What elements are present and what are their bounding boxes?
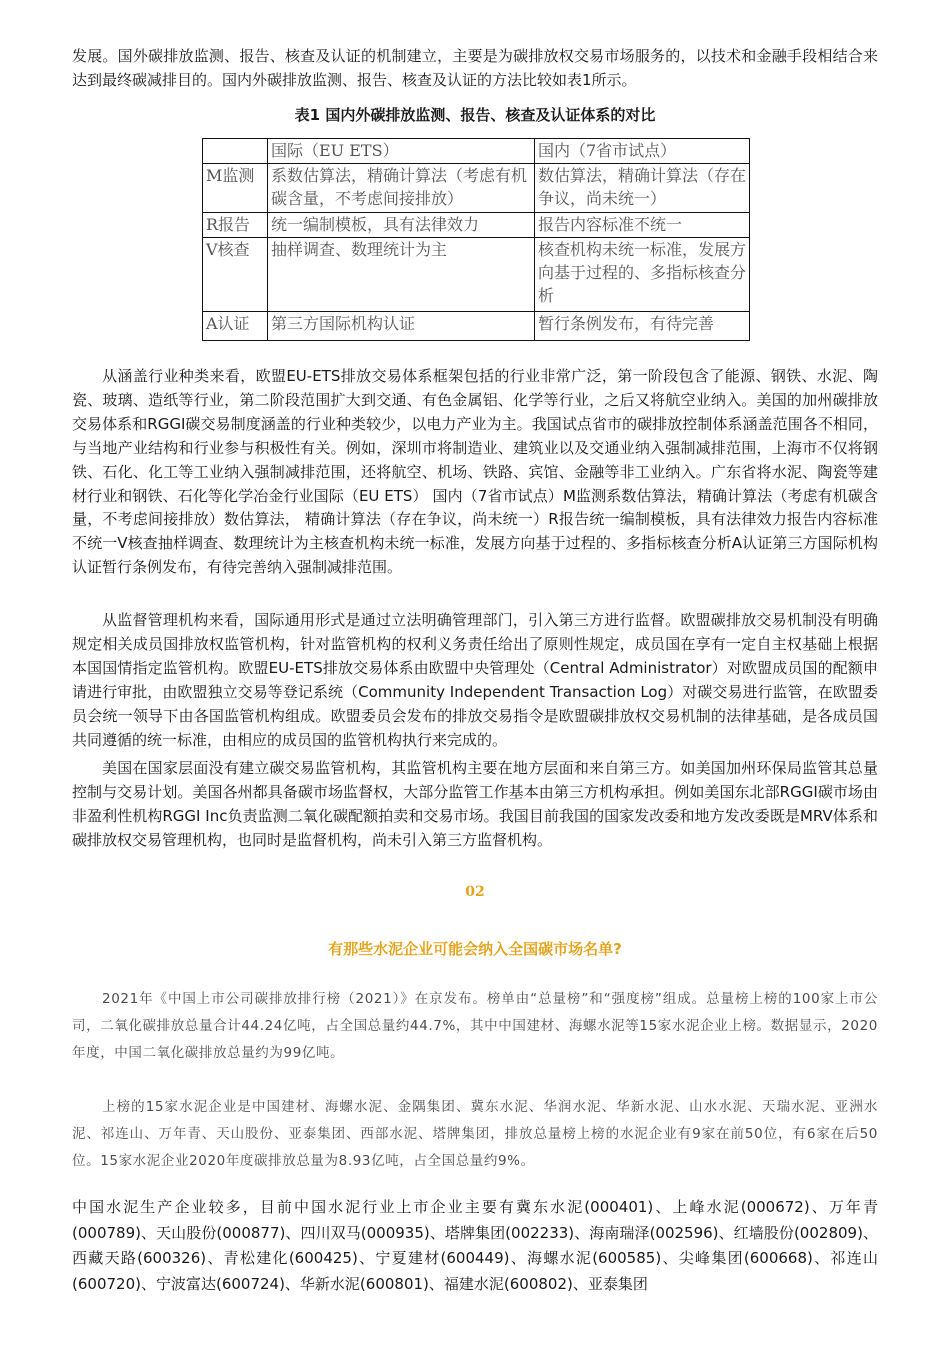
table-header-cell: 国际（EU ETS） [268, 139, 535, 164]
section-title: 有那些水泥企业可能会纳入全国碳市场名单? [328, 940, 622, 958]
table-cell: 统一编制模板，具有法律效力 [268, 212, 535, 238]
table-cell: 报告内容标准不统一 [535, 212, 750, 238]
table-cell: 暂行条例发布，有待完善 [535, 312, 750, 341]
table-row [203, 212, 750, 238]
table-cell: 第三方国际机构认证 [268, 312, 535, 341]
table-cell: M监测 [203, 163, 268, 212]
table-cell: R报告 [203, 212, 268, 238]
table-header-cell [203, 139, 268, 164]
section-number: 02 [465, 884, 485, 900]
table-cell: 核查机构未统一标准，发展方向基于过程的、多指标核查分析 [535, 238, 750, 312]
table-row [203, 163, 750, 212]
table-header-cell: 国内（7省市试点） [535, 139, 750, 164]
fifteen-companies-paragraph: 上榜的15家水泥企业是中国建材、海螺水泥、金隅集团、冀东水泥、华润水泥、华新水泥、山水水泥、天瑞水泥、亚洲水泥、祁连山、万年青、天山股份、亚泰集团、西部水泥、塔牌集团，排放总量榜上榜的水泥企业有9家在前50位，有6家在后50位。15家水泥企业2020年度碳排放总量为8.93亿吨，占全国总量约9%。 [72, 1099, 878, 1169]
table-row [203, 238, 750, 312]
table-cell: A认证 [203, 312, 268, 341]
comparison-table [202, 138, 750, 341]
table-cell: 系数估算法，精确计算法（考虑有机碳含量，不考虑间接排放） [268, 163, 535, 212]
table-caption: 表1 国内外碳排放监测、报告、核查及认证体系的对比 [294, 106, 656, 124]
listed-companies-paragraph: 中国水泥生产企业较多，目前中国水泥行业上市企业主要有冀东水泥(000401)、上峰水泥(000672)、万年青(000789)、天山股份(000877)、四川双马(000935)、塔牌集团(002233)、海南瑞泽(002596)、红墙股份(002809)、西藏天路(600326)、青松建化(600425)、宁夏建材(600449)、海螺水泥(600585)、尖峰集团(600668)、祁连山(600720)、宁波富达(600724)、华新水泥(600801)、福建水泥(600802)、亚泰集团 [72, 1198, 878, 1293]
table-row [203, 312, 750, 341]
us-supervision-paragraph: 美国在国家层面没有建立碳交易监管机构，其监管机构主要在地方层面和来自第三方。如美国加州环保局监管其总量控制与交易计划。美国各州都具备碳市场监督权，大部分监管工作基本由第三方机构承担。例如美国东北部RGGI碳市场由非盈利性机构RGGI Inc负责监测二氧化碳配额拍卖和交易市场。我国目前我国的国家发改委和地方发改委既是MRV体系和碳排放权交易管理机构，也同时是监督机构，尚未引入第三方监督机构。 [72, 759, 878, 849]
supervision-paragraph: 从监督管理机构来看，国际通用形式是通过立法明确管理部门，引入第三方进行监督。欧盟碳排放交易机制没有明确规定相关成员国排放权监管机构，针对监管机构的权利义务责任给出了原则性规定，成员国在享有一定自主权基础上根据本国国情指定监管机构。欧盟EU-ETS排放交易体系由欧盟中央管理处（Central Administrator）对欧盟成员国的配额申请进行审批，由欧盟独立交易等登记系统（Community Independent Transaction Log）对碳交易进行监管，在欧盟委员会统一领导下由各国监管机构组成。欧盟委员会发布的排放交易指令是欧盟碳排放权交易机制的法律基础，是各成员国共同遵循的统一标准，由相应的成员国的监管机构执行来完成的。 [72, 611, 878, 749]
comparison-table-wrapper [202, 138, 749, 341]
industry-paragraph: 从涵盖行业种类来看，欧盟EU-ETS排放交易体系框架包括的行业非常广泛，第一阶段包含了能源、钢铁、水泥、陶瓷、玻璃、造纸等行业，第二阶段范围扩大到交通、有色金属铝、化学等行业，之后又将航空业纳入。美国的加州碳排放交易体系和RGGI碳交易制度涵盖的行业种类较少，以电力产业为主。我国试点省市的碳排放控制体系涵盖范围各不相同，与当地产业结构和行业参与积极性有关。例如，深圳市将制造业、建筑业以及交通业纳入强制减排范围，上海市不仅将钢铁、石化、化工等工业纳入强制减排范围，还将航空、机场、铁路、宾馆、金融等非工业纳入。广东省将水泥、陶瓷等建材行业和钢铁、石化等化学冶金行业国际（EU ETS） 国内（7省市试点）M监测系数估算法，精确计算法（考虑有机碳含量，不考虑间接排放）数估算法， 精确计算法（存在争议，尚未统一）R报告统一编制模板，具有法律效力报告内容标准不统一V核查抽样调查、数理统计为主核查机构未统一标准，发展方向基于过程的、多指标核查分析A认证第三方国际机构认证暂行条例发布，有待完善纳入强制减排范围。 [72, 367, 878, 577]
table-header-row [203, 139, 750, 164]
intro-paragraph: 发展。国外碳排放监测、报告、核查及认证的机制建立，主要是为碳排放权交易市场服务的，以技术和金融手段相结合来达到最终碳减排目的。国内外碳排放监测、报告、核查及认证的方法比较如表1所示。 [72, 47, 878, 89]
table-cell: V核查 [203, 238, 268, 312]
ranking-paragraph: 2021年《中国上市公司碳排放排行榜（2021）》在京发布。榜单由“总量榜”和“强度榜”组成。总量榜上榜的100家上市公司，二氧化碳排放总量合计44.24亿吨，占全国总量约44.7%，其中中国建材、海螺水泥等15家水泥企业上榜。数据显示，2020年度，中国二氧化碳排放总量约为99亿吨。 [72, 991, 878, 1061]
table-cell: 数估算法，精确计算法（存在争议，尚未统一） [535, 163, 750, 212]
table-cell: 抽样调查、数理统计为主 [268, 238, 535, 312]
